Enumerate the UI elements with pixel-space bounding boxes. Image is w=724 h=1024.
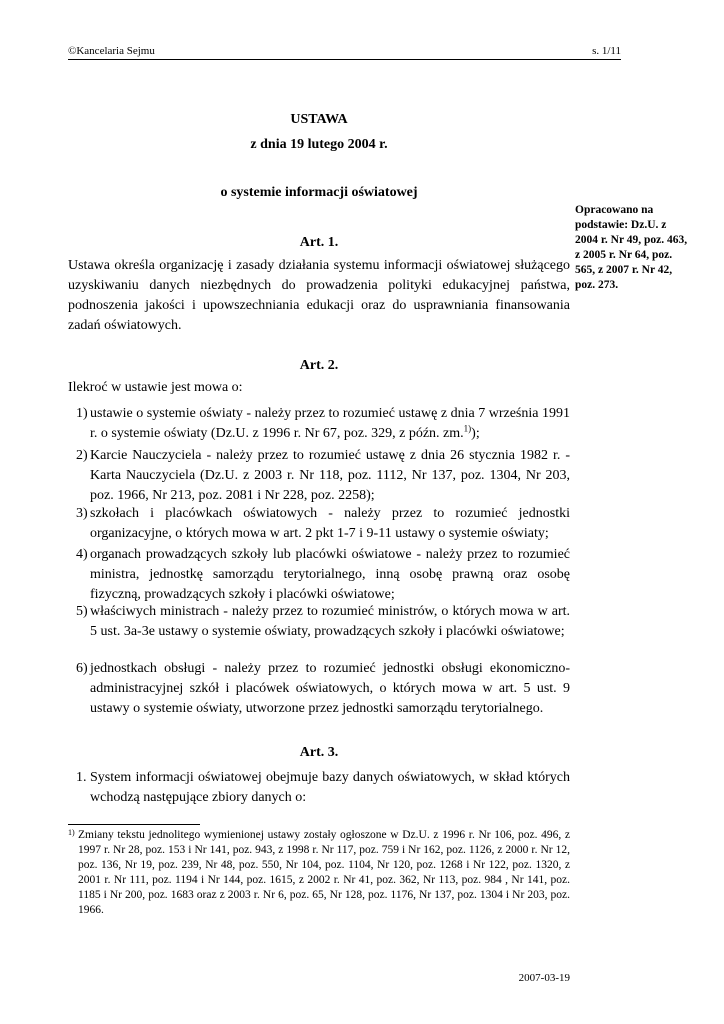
header-page-number: s. 1/11 <box>592 45 621 57</box>
item-number: 1. <box>76 770 87 785</box>
item-number: 4) <box>76 547 88 562</box>
art2-item-4 <box>68 545 570 605</box>
art2-item-1 <box>68 404 570 444</box>
item-number: 3) <box>76 506 88 521</box>
item-text: System informacji oświatowej obejmuje bazy danych oświatowych, w skład których wchodzą następujące zbiory danych o: <box>90 770 570 805</box>
item-text: organach prowadzących szkoły lub placówki oświatowe - należy przez to rozumieć ministra, jednostkę samorządu terytorialnego, inną osobę prawną oraz osobę fizyczną, prowadzących szkoły i placówki oświatowe; <box>90 547 570 602</box>
document-type: USTAWA <box>290 112 348 127</box>
art1-heading: Art. 1. <box>299 235 339 250</box>
art2-heading: Art. 2. <box>299 358 339 373</box>
art3-item-1 <box>68 768 570 808</box>
item-number: 5) <box>76 604 88 619</box>
footnote-reference[interactable]: 1) <box>463 423 472 434</box>
source-note: Opracowano na podstawie: Dz.U. z 2004 r. Nr 49, poz. 463, z 2005 r. Nr 64, poz. 565, z 2007 r. Nr 42, poz. 273. <box>575 204 688 291</box>
item-number: 1) <box>76 406 88 421</box>
art2-item-2 <box>68 446 570 506</box>
item-text: właściwych ministrach - należy przez to rozumieć ministrów, o których mowa w art. 5 ust. 3a-3e ustawy o systemie oświaty, prowadzących szkoły i placówki oświatowe; <box>90 604 570 639</box>
art2-intro: Ilekroć w ustawie jest mowa o: <box>68 380 243 395</box>
art2-item-6 <box>68 659 570 719</box>
document-date: z dnia 19 lutego 2004 r. <box>250 137 388 152</box>
footnote-text: Zmiany tekstu jednolitego wymienionej ustawy zostały ogłoszone w Dz.U. z 1996 r. Nr 106, poz. 496, z 1997 r. Nr 28, poz. 153 i Nr 141, poz. 943, z 1998 r. Nr 117, poz. 759 i Nr 162, poz. 1126, z 2000 r. Nr 12, poz. 136, Nr 19, poz. 239, Nr 48, poz. 550, Nr 104, poz. 1104, Nr 120, poz. 1268 i Nr 122, poz. 1320, z 2001 r. Nr 111, poz. 1194 i Nr 144, poz. 1615, z 2002 r. Nr 41, poz. 362, Nr 113, poz. 984 , Nr 141, poz. 1185 i Nr 200, poz. 1683 oraz z 2003 r. Nr 6, poz. 65, Nr 128, poz. 1176, Nr 137, poz. 1304 i Nr 203, poz. 1966. <box>78 829 570 916</box>
page-header <box>68 45 621 60</box>
item-text: Karcie Nauczyciela - należy przez to rozumieć ustawę z dnia 26 stycznia 1982 r. - Karta Nauczyciela (Dz.U. z 2003 r. Nr 118, poz. 1112, Nr 137, poz. 1304, Nr 203, poz. 1966, Nr 213, poz. 2081 i Nr 228, poz. 2258); <box>90 448 570 503</box>
header-publisher: ©Kancelaria Sejmu <box>68 45 155 57</box>
footnote-mark: 1) <box>68 828 75 837</box>
art2-item-5 <box>68 602 570 642</box>
art2-item-3 <box>68 504 570 544</box>
item-text: jednostkach obsługi - należy przez to rozumieć jednostki obsługi ekonomiczno-administracyjnej szkół i placówek oświatowych, o których mowa w art. 5 ust. 9 ustawy o systemie oświaty, utworzone przez jednostki samorządu terytorialnego. <box>90 661 570 716</box>
item-number: 6) <box>76 661 88 676</box>
art1-text: Ustawa określa organizację i zasady działania systemu informacji oświatowej służącego uzyskiwaniu danych niezbędnych do prowadzenia polityki edukacyjnej państwa, podnoszenia jakości i upowszechniania edukacji oraz do usprawniania finansowania zadań oświatowych. <box>68 258 570 333</box>
item-text: ustawie o systemie oświaty - należy przez to rozumieć ustawę z dnia 7 września 1991 r. o systemie oświaty (Dz.U. z 1996 r. Nr 67, poz. 329, z późn. zm.$^{1)}$); <box>90 406 570 441</box>
document-subject: o systemie informacji oświatowej <box>220 185 418 200</box>
footer-date: 2007-03-19 <box>518 972 570 984</box>
footnote <box>68 828 570 918</box>
footnote-separator <box>68 824 200 825</box>
art3-heading: Art. 3. <box>299 745 339 760</box>
item-text: szkołach i placówkach oświatowych - należy przez to rozumieć jednostki organizacyjne, o których mowa w art. 2 pkt 1-7 i 9-11 ustawy o systemie oświaty; <box>90 506 570 541</box>
item-number: 2) <box>76 448 88 463</box>
